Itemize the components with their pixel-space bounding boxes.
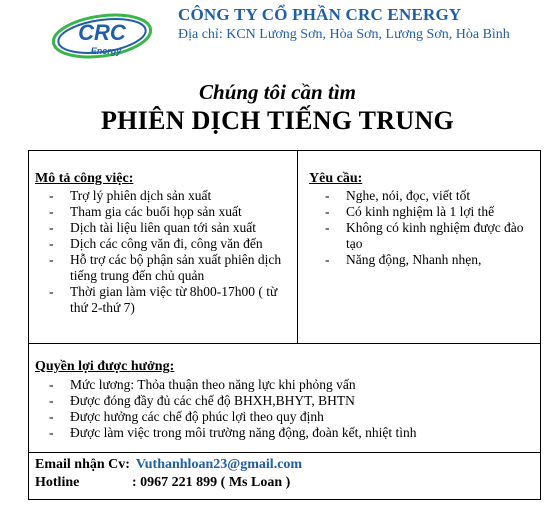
list-item: - Thời gian làm việc từ 8h00-17h00 ( từ thứ 2-thứ 7) xyxy=(49,284,278,315)
requirements-list xyxy=(325,188,530,268)
list-item: - Năng động, Nhanh nhẹn, xyxy=(325,252,482,267)
contact-box xyxy=(28,452,541,500)
list-item: - Không có kinh nghiệm được đào tạo xyxy=(325,220,524,251)
list-item: - Được đóng đầy đủ các chế độ BHXH,BHYT, BHTN xyxy=(49,393,355,408)
list-item: - Được làm việc trong môi trường năng động, đoàn kết, nhiệt tình xyxy=(49,425,417,440)
list-item: - Có kinh nghiệm là 1 lợi thế xyxy=(325,204,495,219)
list-item: - Hỗ trợ các bộ phận sản xuất phiên dịch tiếng trung đến chủ quản xyxy=(49,252,282,283)
list-item: - Được hưởng các chế độ phúc lợi theo quy định xyxy=(49,409,324,424)
benefits-heading: Quyền lợi được hưởng: xyxy=(35,359,175,374)
requirements-heading: Yêu cầu: xyxy=(309,171,363,186)
benefits-list xyxy=(49,377,529,441)
hotline-number: : 0967 221 899 ( Ms Loan ) xyxy=(132,475,291,490)
logo-text: CRC xyxy=(78,20,126,45)
email-row xyxy=(35,457,302,473)
company-name: CÔNG TY CỔ PHẦN CRC ENERGY xyxy=(178,5,462,24)
list-item: - Tham gia các buổi họp sản xuất xyxy=(49,204,242,219)
list-item: - Mức lương: Thỏa thuận theo năng lực khi phỏng vấn xyxy=(49,377,356,392)
list-item: - Nghe, nói, đọc, viết tốt xyxy=(325,188,471,203)
headline-title: PHIÊN DỊCH TIẾNG TRUNG xyxy=(100,106,455,135)
list-item: - Dịch các công văn đi, công văn đến xyxy=(49,236,263,251)
crc-energy-logo xyxy=(50,12,154,60)
job-description-heading: Mô tả công việc: xyxy=(35,171,134,186)
hotline-row xyxy=(35,475,291,491)
job-requirements-box xyxy=(28,150,541,344)
headline-subtitle: Chúng tôi cần tìm xyxy=(199,80,356,104)
job-description-list xyxy=(49,188,294,316)
logo-subtext: Energy xyxy=(90,46,122,56)
benefits-box xyxy=(28,343,541,453)
company-address: Địa chỉ: KCN Lương Sơn, Hòa Sơn, Lương Sơn, Hòa Bình xyxy=(178,27,510,42)
column-divider xyxy=(297,151,298,343)
list-item: - Trợ lý phiên dịch sản xuất xyxy=(49,188,212,203)
email-label: Email nhận Cv: xyxy=(35,457,130,472)
list-item: - Dịch tài liệu liên quan tới sản xuất xyxy=(49,220,256,235)
hotline-label: Hotline xyxy=(35,475,80,490)
email-link[interactable]: Vuthanhloan23@gmail.com xyxy=(135,457,303,472)
